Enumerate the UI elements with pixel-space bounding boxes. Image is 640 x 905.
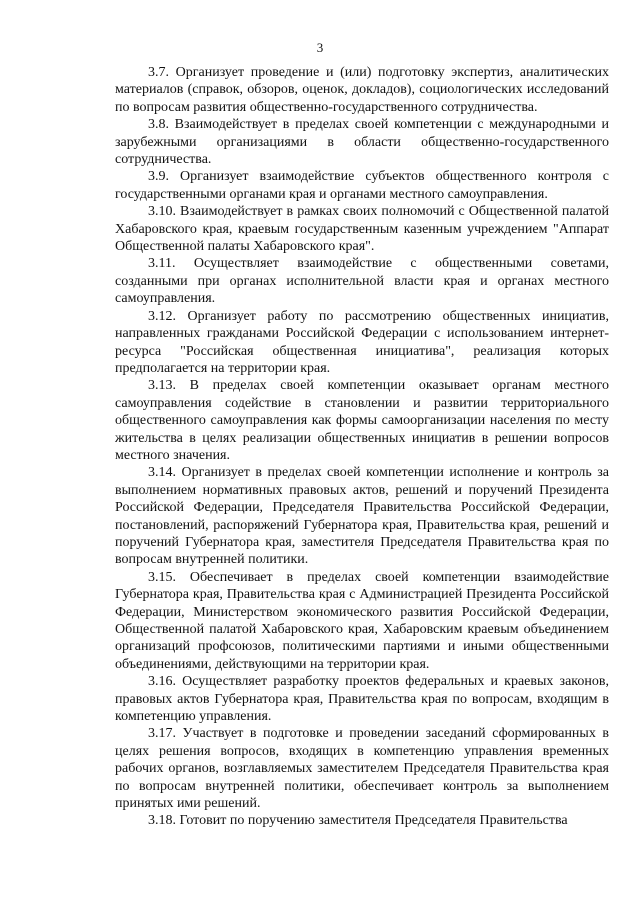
paragraph-3-18: 3.18. Готовит по поручению заместителя Председателя Правительства [148,813,568,829]
paragraph-3-9: 3.9. Организует взаимодействие субъектов общественного контроля с государственными органами края и органами местного самоуправления. [115,169,609,202]
paragraph-3-11: 3.11. Осуществляет взаимодействие с общественными советами, созданными при органах исполнительной власти края и органах местного самоуправления. [115,256,609,307]
paragraph-3-8: 3.8. Взаимодействует в пределах своей компетенции с международными и зарубежными организациями в области общественно-государственного сотрудничества. [115,117,609,168]
paragraph-3-10: 3.10. Взаимодействует в рамках своих полномочий с Общественной палатой Хабаровского края, краевым государственным казенным учреждением "Аппарат Общественной палаты Хабаровского края". [115,204,609,255]
document-body [115,64,609,830]
paragraph-3-17: 3.17. Участвует в подготовке и проведении заседаний сформированных в целях решения вопросов, входящих в компетенцию управления временных рабочих органов, возглавляемых заместителем Председателя Правительства края по вопросам внутренней политики, обеспечивает контроль за выполнением принятых ими решений. [115,726,609,812]
paragraph-3-12: 3.12. Организует работу по рассмотрению общественных инициатив, направленных гражданами Российской Федерации с использованием интернет-ресурса "Российская общественная инициатива", реализация которых предполагается на территории края. [115,308,609,376]
page-number: 3 [316,40,324,55]
paragraph-3-7: 3.7. Организует проведение и (или) подготовку экспертиз, аналитических материалов (справок, обзоров, оценок, докладов), социологических исследований по вопросам развития общественно-государственного сотрудничества. [115,65,609,115]
paragraph-3-13: 3.13. В пределах своей компетенции оказывает органам местного самоуправления содействие в становлении и развитии территориального общественного самоуправления как формы самоорганизации населения по месту жительства в целях реализации общественных инициатив в решении вопросов местного значения. [115,378,609,463]
paragraph-3-15: 3.15. Обеспечивает в пределах своей компетенции взаимодействие Губернатора края, Правительства края с Администрацией Президента Российской Федерации, Министерством экономического развития Российской Федерации, Общественной палатой Хабаровского края, Хабаровским краевым объединением организаций профсоюзов, политическими партиями и иными общественными объединениями, действующими на территории края. [115,569,609,672]
paragraph-3-16: 3.16. Осуществляет разработку проектов федеральных и краевых законов, правовых актов Губернатора края, Правительства края по вопросам, входящим в компетенцию управления. [115,674,609,725]
paragraph-3-14: 3.14. Организует в пределах своей компетенции исполнение и контроль за выполнением нормативных правовых актов, решений и поручений Президента Российской Федерации, Председателя Правительства Российской Федерации, постановлений, распоряжений Губернатора края, Правительства края, решений и поручений Губернатора края, заместителя Председателя Правительства края по вопросам внутренней политики. [115,465,609,568]
